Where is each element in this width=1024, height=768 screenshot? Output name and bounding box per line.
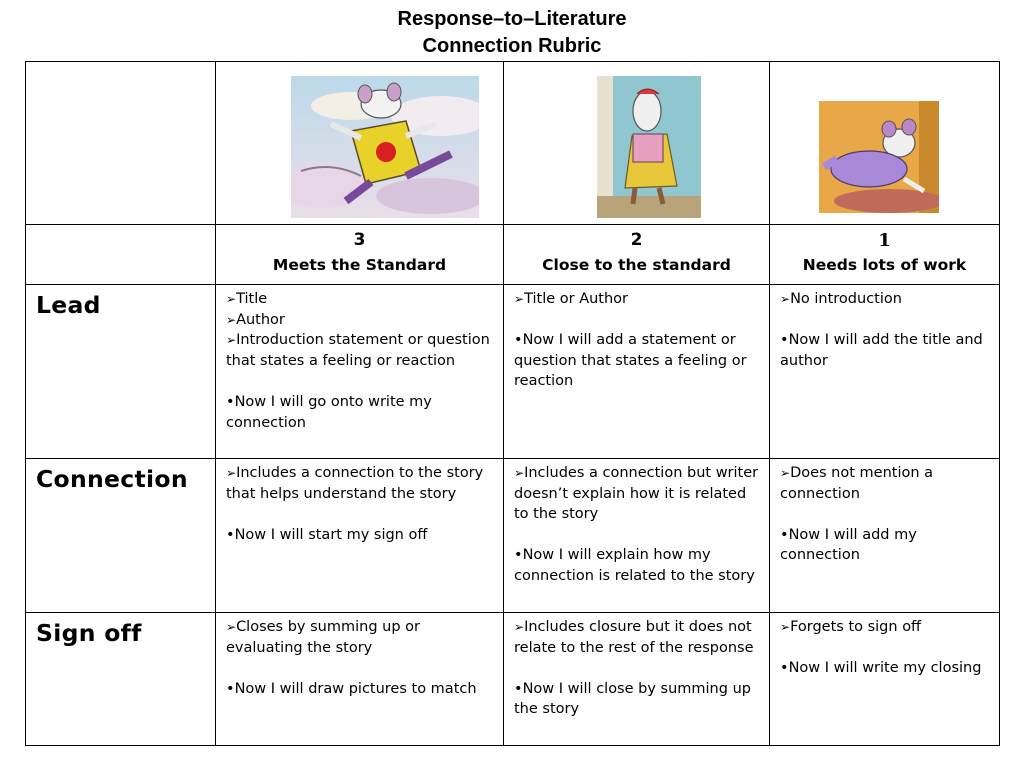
level-label: Needs lots of work: [802, 256, 967, 274]
dot-bullet-icon: •: [226, 393, 235, 410]
empty-corner-cell: [26, 62, 216, 225]
spacer: [226, 504, 493, 525]
level-score: 1: [878, 230, 891, 251]
next-step-text: [514, 330, 759, 392]
criterion-cell: [504, 459, 770, 613]
level-score: 2: [630, 230, 643, 250]
next-step-label: Now I will add my connection: [780, 526, 917, 564]
criterion-label: Lead: [26, 285, 216, 459]
next-step-label: Now I will go onto write my connection: [226, 393, 432, 431]
level-score: 3: [353, 230, 366, 250]
next-step-label: Now I will close by summing up the story: [514, 680, 751, 718]
criterion-bullet: [780, 463, 989, 504]
arrow-bullet-icon: ➢: [780, 466, 791, 480]
dot-bullet-icon: •: [226, 526, 235, 543]
bullet-text: Introduction statement or question that states a feeling or reaction: [226, 332, 490, 369]
dot-bullet-icon: •: [780, 332, 789, 349]
rubric-table: [25, 61, 1000, 746]
empty-header-cell: [26, 225, 216, 285]
bullet-text: Closes by summing up or evaluating the story: [226, 619, 420, 656]
arrow-bullet-icon: ➢: [226, 292, 237, 306]
criterion-bullet: [226, 617, 493, 658]
level-header-2: [504, 225, 770, 285]
criterion-cell: [216, 613, 504, 746]
arrow-bullet-icon: ➢: [514, 292, 525, 306]
criterion-cell: [504, 285, 770, 459]
spacer: [514, 310, 759, 331]
bullet-text: Includes a connection but writer doesn’t explain how it is related to the story: [514, 465, 759, 523]
criterion-cell: [504, 613, 770, 746]
next-step-label: Now I will draw pictures to match: [234, 680, 477, 697]
bullet-text: Author: [236, 311, 285, 328]
spacer: [226, 658, 493, 679]
arrow-bullet-icon: ➢: [514, 466, 525, 480]
image-row: [26, 62, 1000, 225]
next-step-text: [780, 330, 989, 371]
level-label: Meets the Standard: [272, 256, 447, 274]
arrow-bullet-icon: ➢: [226, 312, 237, 327]
criterion-bullet: [514, 463, 759, 525]
criterion-cell: [770, 459, 1000, 613]
dot-bullet-icon: •: [226, 680, 235, 697]
next-step-text: [780, 525, 989, 566]
next-step-text: [226, 679, 493, 700]
page-title: [0, 6, 1024, 60]
next-step-text: [226, 525, 493, 546]
next-step-text: [514, 679, 759, 720]
level-header-1: [770, 225, 1000, 285]
dot-bullet-icon: •: [514, 680, 523, 697]
bullet-text: Does not mention a connection: [780, 465, 934, 502]
bullet-text: Includes closure but it does not relate to the rest of the response: [514, 619, 754, 656]
image-cell-needs-work: [770, 62, 1000, 225]
title-line-2: Connection Rubric: [422, 35, 602, 57]
spacer: [514, 525, 759, 546]
image-cell-close: [504, 62, 770, 225]
arrow-bullet-icon: ➢: [226, 333, 237, 348]
dot-bullet-icon: •: [514, 547, 523, 564]
arrow-bullet-icon: ➢: [226, 620, 237, 634]
criterion-bullet: [780, 289, 989, 310]
next-step-text: [514, 545, 759, 586]
arrow-bullet-icon: ➢: [780, 620, 791, 634]
next-step-label: Now I will add a statement or question that states a feeling or reaction: [514, 332, 747, 390]
criterion-row-lead: [26, 285, 1000, 459]
criterion-bullet: [514, 617, 759, 658]
next-step-text: [780, 658, 989, 679]
next-step-text: [226, 392, 493, 433]
bullet-text: Forgets to sign off: [790, 619, 922, 635]
next-step-label: Now I will add the title and author: [780, 332, 983, 369]
criterion-cell: [770, 613, 1000, 746]
dot-bullet-icon: •: [514, 332, 523, 349]
level-header-row: [26, 225, 1000, 285]
criterion-label: Connection: [26, 459, 216, 613]
bullet-text: Includes a connection to the story that helps understand the story: [226, 465, 484, 502]
image-cell-meets: [216, 62, 504, 225]
criterion-cell: [216, 459, 504, 613]
criterion-bullet: [780, 617, 989, 638]
criterion-bullet: [226, 330, 493, 371]
arrow-bullet-icon: ➢: [226, 466, 237, 480]
criterion-bullet: [226, 463, 493, 504]
criterion-cell: [770, 285, 1000, 459]
dot-bullet-icon: •: [780, 526, 789, 543]
crawling-mouse-illustration: [819, 101, 939, 213]
criterion-row-sign-off: [26, 613, 1000, 746]
criterion-label: Sign off: [26, 613, 216, 746]
next-step-label: Now I will write my closing: [788, 660, 982, 677]
title-line-1: Response–to–Literature: [397, 8, 627, 30]
spacer: [780, 504, 989, 525]
spacer: [514, 658, 759, 679]
level-header-3: [216, 225, 504, 285]
criterion-bullet: [226, 310, 493, 331]
criterion-cell: [216, 285, 504, 459]
spacer: [780, 310, 989, 331]
arrow-bullet-icon: ➢: [514, 620, 525, 634]
bullet-text: No introduction: [790, 291, 902, 307]
level-label: Close to the standard: [542, 256, 731, 274]
dot-bullet-icon: •: [780, 660, 789, 677]
next-step-label: Now I will start my sign off: [234, 526, 428, 543]
standing-mouse-illustration: [597, 76, 701, 218]
spacer: [226, 371, 493, 392]
bullet-text: Title or Author: [524, 291, 629, 307]
next-step-label: Now I will explain how my connection is related to the story: [514, 547, 755, 584]
spacer: [780, 638, 989, 659]
bullet-text: Title: [236, 291, 268, 307]
flying-mouse-illustration: [291, 76, 479, 218]
criterion-bullet: [514, 289, 759, 310]
arrow-bullet-icon: ➢: [780, 292, 791, 306]
criterion-row-connection: [26, 459, 1000, 613]
criterion-bullet: [226, 289, 493, 310]
